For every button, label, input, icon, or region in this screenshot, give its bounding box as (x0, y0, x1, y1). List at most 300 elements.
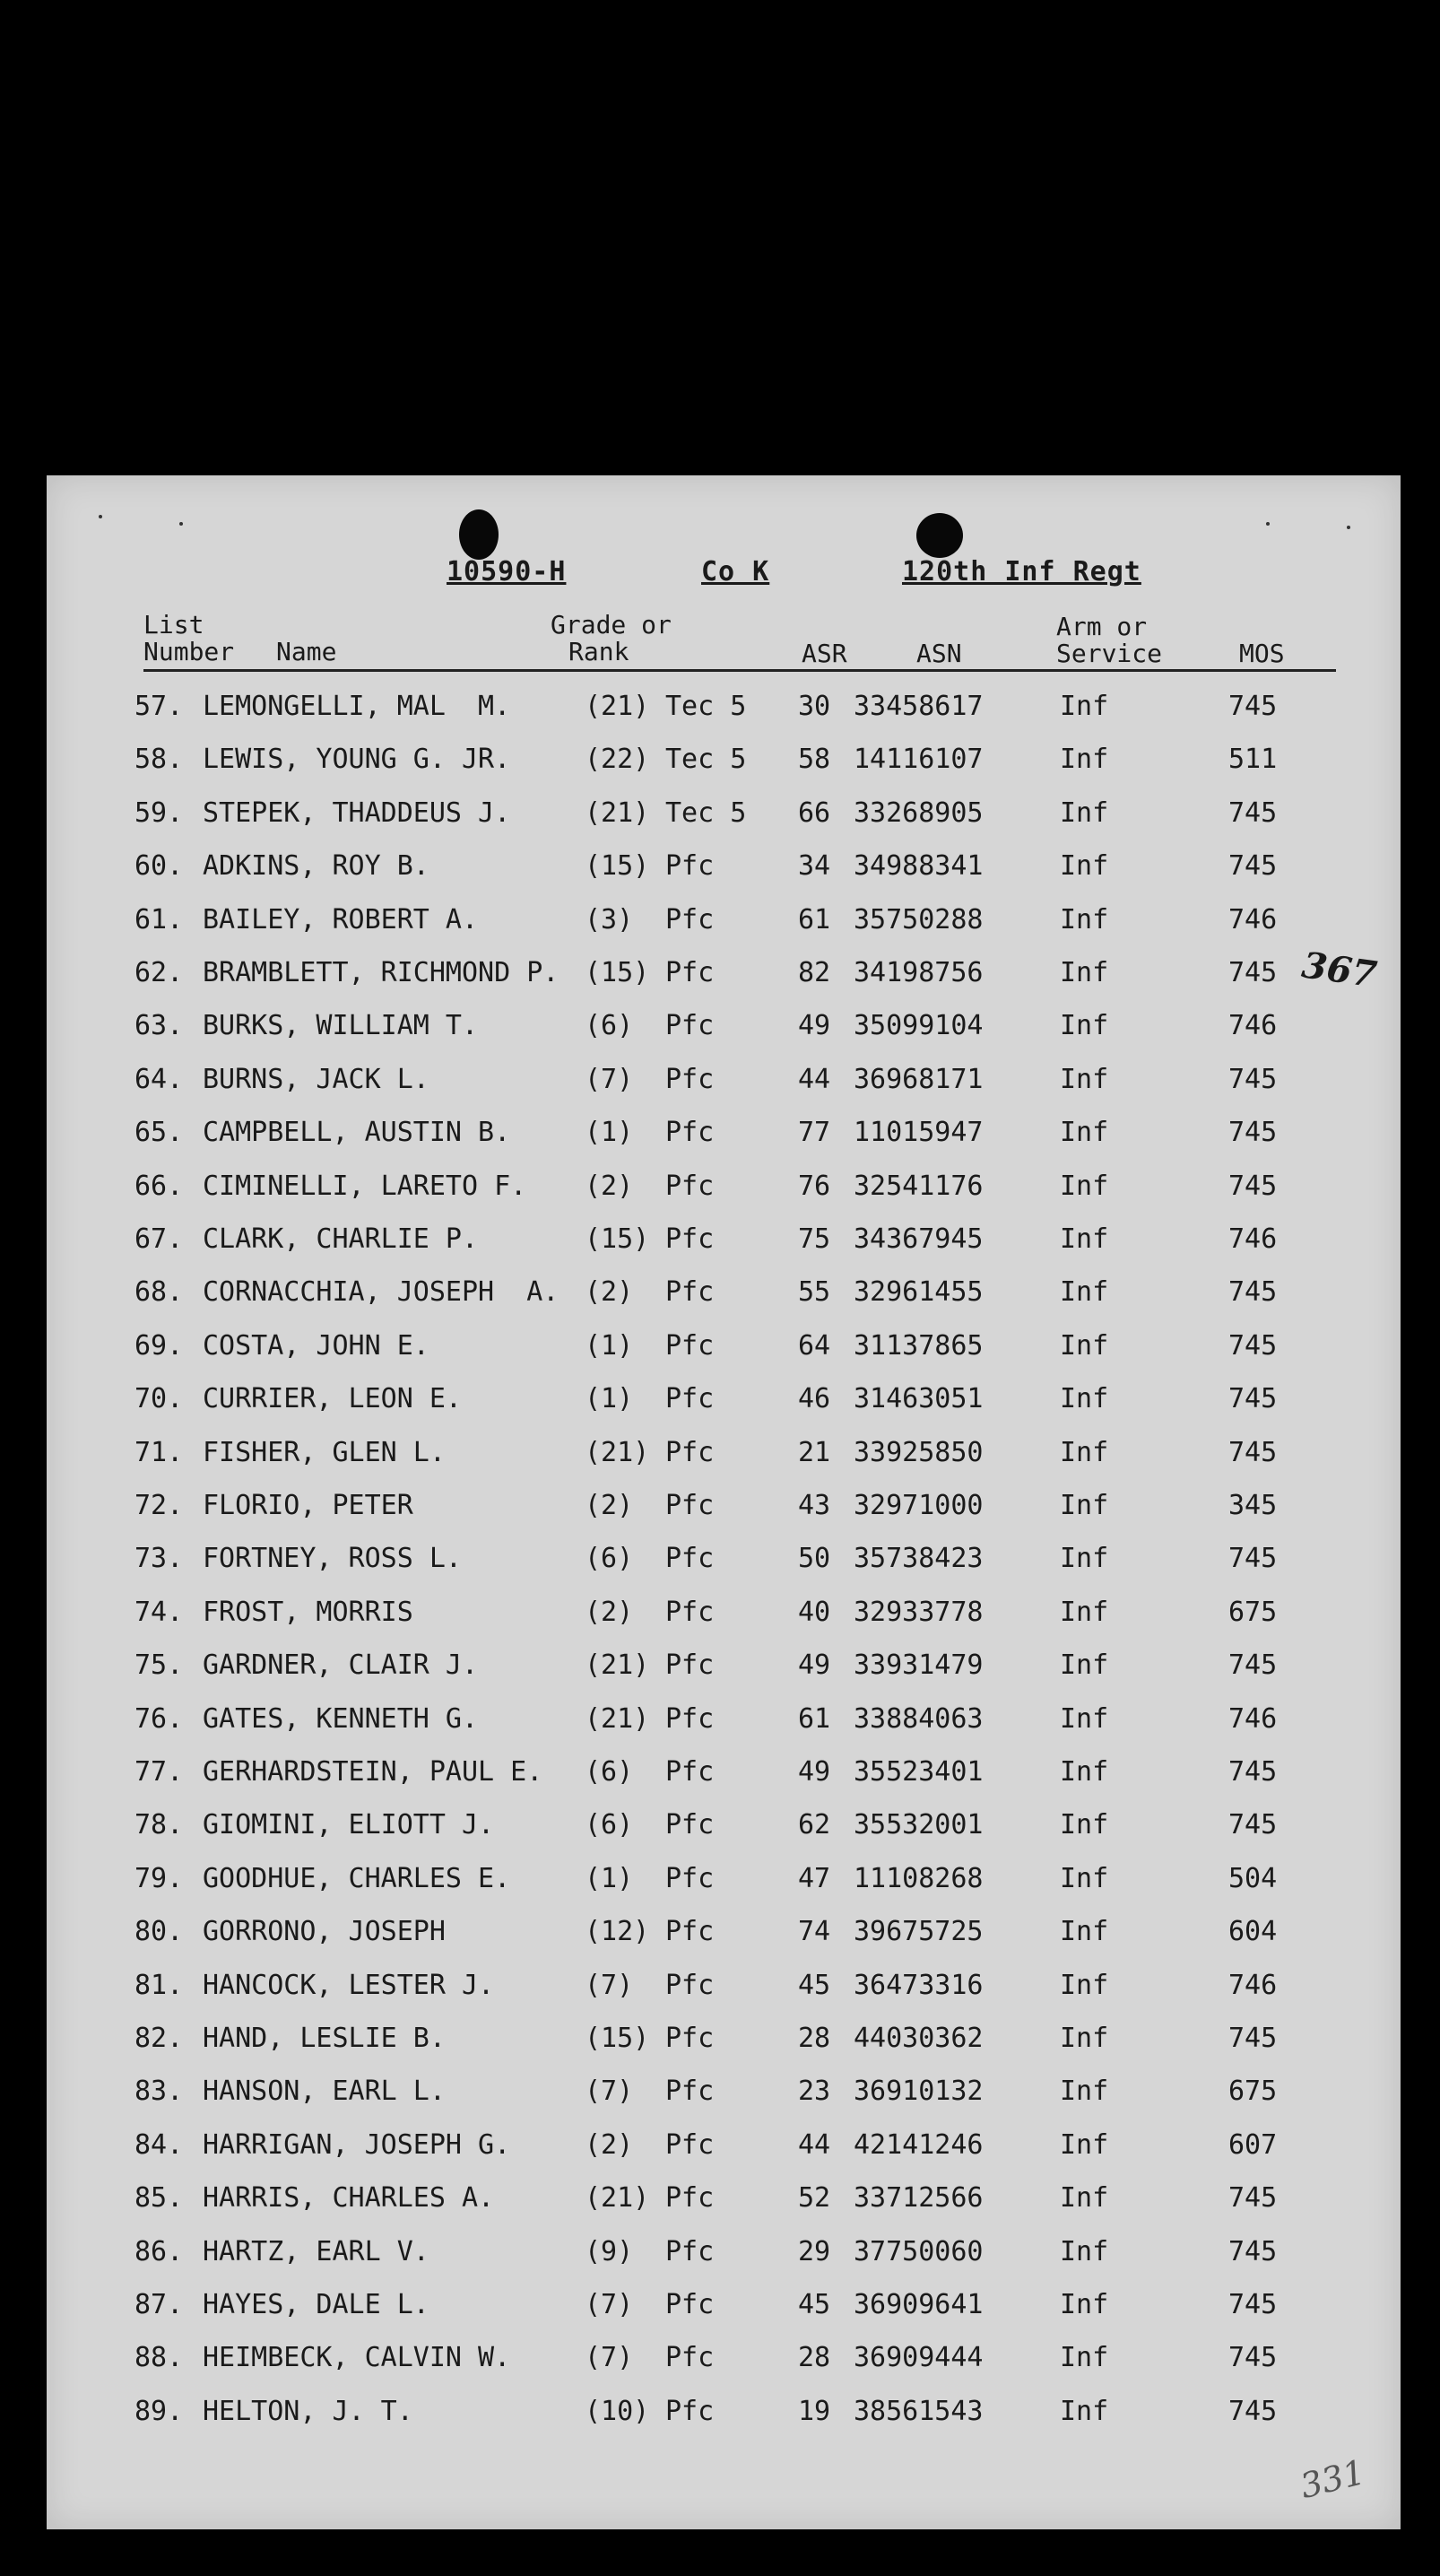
cell-name: FORTNEY, ROSS L. (203, 1543, 462, 1575)
cell-num: 77. (134, 1756, 184, 1788)
cell-rank: Pfc (665, 2235, 715, 2267)
cell-asn: 32971000 (854, 1490, 984, 1521)
cell-mos: 745 (1228, 2182, 1278, 2215)
cell-asr: 34 (798, 850, 831, 883)
cell-name: GIOMINI, ELIOTT J. (203, 1809, 495, 1841)
cell-num: 85. (134, 2182, 184, 2215)
cell-name: GERHARDSTEIN, PAUL E. (203, 1756, 543, 1788)
cell-num: 69. (134, 1329, 184, 1362)
cell-mos: 745 (1228, 1543, 1278, 1575)
cell-grade: (2) (585, 1276, 634, 1309)
cell-arm: Inf (1060, 1862, 1109, 1894)
cell-grade: (7) (585, 1969, 634, 2001)
cell-grade: (12) (585, 1916, 650, 1948)
cell-grade: (2) (585, 1490, 634, 1521)
cell-asn: 42141246 (854, 2128, 984, 2161)
cell-arm: Inf (1060, 2395, 1109, 2427)
cell-mos: 746 (1228, 1702, 1278, 1735)
table-row (47, 2173, 1401, 2224)
cell-arm: Inf (1060, 796, 1109, 829)
cell-name: HELTON, J. T. (203, 2395, 413, 2427)
cell-num: 66. (134, 1170, 184, 1202)
cell-name: CLARK, CHARLIE P. (203, 1223, 479, 1255)
cell-num: 63. (134, 1010, 184, 1042)
cell-rank: Pfc (665, 1969, 715, 2001)
cell-num: 57. (134, 691, 184, 722)
cell-asr: 46 (798, 1383, 831, 1415)
cell-mos: 745 (1228, 1649, 1278, 1682)
cell-grade: (7) (585, 2289, 634, 2320)
cell-grade: (2) (585, 2128, 634, 2161)
punch-hole (916, 513, 963, 558)
cell-rank: Pfc (665, 957, 715, 988)
cell-mos: 745 (1228, 1436, 1278, 1468)
cell-arm: Inf (1060, 1916, 1109, 1948)
cell-asn: 38561543 (854, 2395, 984, 2427)
cell-name: GARDNER, CLAIR J. (203, 1649, 479, 1682)
table-row (47, 1162, 1401, 1212)
cell-arm: Inf (1060, 957, 1109, 988)
table-row (47, 735, 1401, 785)
cell-mos: 746 (1228, 1223, 1278, 1255)
table-row (47, 1321, 1401, 1371)
cell-num: 72. (134, 1490, 184, 1521)
cell-asn: 31137865 (854, 1329, 984, 1362)
cell-mos: 746 (1228, 903, 1278, 936)
cell-rank: Pfc (665, 1223, 715, 1255)
table-row (47, 1055, 1401, 1105)
cell-asn: 32541176 (854, 1170, 984, 1202)
cell-asn: 33931479 (854, 1649, 984, 1682)
cell-arm: Inf (1060, 2182, 1109, 2215)
table-row (47, 1800, 1401, 1850)
cell-num: 58. (134, 744, 184, 776)
cell-asn: 39675725 (854, 1916, 984, 1948)
cell-name: BURNS, JACK L. (203, 1063, 429, 1095)
cell-rank: Pfc (665, 1649, 715, 1682)
cell-num: 80. (134, 1916, 184, 1948)
cell-mos: 745 (1228, 1170, 1278, 1202)
cell-rank: Pfc (665, 1809, 715, 1841)
cell-rank: Pfc (665, 1916, 715, 1948)
cell-asr: 55 (798, 1276, 831, 1309)
cell-grade: (1) (585, 1862, 634, 1894)
cell-num: 68. (134, 1276, 184, 1309)
cell-num: 64. (134, 1063, 184, 1095)
cell-rank: Pfc (665, 1756, 715, 1788)
cell-arm: Inf (1060, 2023, 1109, 2054)
cell-mos: 745 (1228, 2342, 1278, 2374)
cell-asr: 49 (798, 1649, 831, 1682)
cell-grade: (6) (585, 1809, 634, 1841)
cell-asr: 58 (798, 744, 831, 776)
cell-asr: 43 (798, 1490, 831, 1521)
speck (99, 515, 102, 518)
cell-rank: Tec 5 (665, 796, 747, 829)
column-header-arm: Arm or (1056, 612, 1148, 641)
company-label: Co K (701, 556, 770, 587)
table-row (47, 2333, 1401, 2383)
cell-grade: (21) (585, 1702, 650, 1735)
cell-arm: Inf (1060, 1223, 1109, 1255)
cell-mos: 675 (1228, 1596, 1278, 1628)
cell-name: HAYES, DALE L. (203, 2289, 429, 2320)
cell-num: 59. (134, 796, 184, 829)
table-row (47, 1374, 1401, 1424)
table-row (47, 2280, 1401, 2330)
cell-arm: Inf (1060, 1969, 1109, 2001)
cell-arm: Inf (1060, 1756, 1109, 1788)
cell-mos: 745 (1228, 850, 1278, 883)
column-header-asr: ASR (802, 639, 847, 668)
cell-asn: 31463051 (854, 1383, 984, 1415)
speck (1347, 526, 1350, 529)
cell-mos: 745 (1228, 957, 1278, 988)
cell-asr: 19 (798, 2395, 831, 2427)
cell-name: HANCOCK, LESTER J. (203, 1969, 495, 2001)
cell-mos: 604 (1228, 1916, 1278, 1948)
cell-grade: (21) (585, 2182, 650, 2215)
cell-grade: (1) (585, 1383, 634, 1415)
cell-arm: Inf (1060, 1543, 1109, 1575)
cell-arm: Inf (1060, 2076, 1109, 2108)
cell-asr: 47 (798, 1862, 831, 1894)
cell-asr: 44 (798, 1063, 831, 1095)
cell-name: FLORIO, PETER (203, 1490, 413, 1521)
cell-num: 70. (134, 1383, 184, 1415)
cell-asn: 35750288 (854, 903, 984, 936)
table-row (47, 1907, 1401, 1957)
cell-asr: 62 (798, 1809, 831, 1841)
cell-name: HARTZ, EARL V. (203, 2235, 429, 2267)
cell-asr: 23 (798, 2076, 831, 2108)
cell-mos: 745 (1228, 796, 1278, 829)
cell-num: 82. (134, 2023, 184, 2054)
cell-grade: (22) (585, 744, 650, 776)
cell-num: 86. (134, 2235, 184, 2267)
cell-grade: (9) (585, 2235, 634, 2267)
table-row (47, 682, 1401, 732)
cell-name: COSTA, JOHN E. (203, 1329, 429, 1362)
table-row (47, 948, 1401, 998)
table-row (47, 1001, 1401, 1051)
cell-grade: (15) (585, 1223, 650, 1255)
cell-rank: Pfc (665, 1117, 715, 1149)
cell-mos: 745 (1228, 1063, 1278, 1095)
cell-arm: Inf (1060, 1063, 1109, 1095)
cell-num: 83. (134, 2076, 184, 2108)
cell-name: HANSON, EARL L. (203, 2076, 446, 2108)
table-row (47, 1214, 1401, 1265)
cell-asn: 35532001 (854, 1809, 984, 1841)
cell-name: GOODHUE, CHARLES E. (203, 1862, 511, 1894)
table-row (47, 1481, 1401, 1531)
handwritten-page-number: 331 (1296, 2451, 1369, 2507)
cell-grade: (3) (585, 903, 634, 936)
cell-rank: Pfc (665, 1436, 715, 1468)
table-row (47, 788, 1401, 839)
cell-rank: Pfc (665, 850, 715, 883)
cell-rank: Tec 5 (665, 744, 747, 776)
cell-rank: Pfc (665, 1596, 715, 1628)
cell-asr: 45 (798, 1969, 831, 2001)
table-row (47, 1694, 1401, 1745)
cell-num: 61. (134, 903, 184, 936)
table-row (47, 2014, 1401, 2064)
cell-grade: (7) (585, 1063, 634, 1095)
cell-grade: (15) (585, 2023, 650, 2054)
table-row (47, 1747, 1401, 1797)
cell-asr: 21 (798, 1436, 831, 1468)
table-row (47, 1428, 1401, 1478)
cell-arm: Inf (1060, 2235, 1109, 2267)
cell-name: CURRIER, LEON E. (203, 1383, 462, 1415)
cell-num: 88. (134, 2342, 184, 2374)
cell-asr: 75 (798, 1223, 831, 1255)
cell-name: FROST, MORRIS (203, 1596, 413, 1628)
table-row (47, 1267, 1401, 1318)
cell-name: CIMINELLI, LARETO F. (203, 1170, 527, 1202)
cell-asn: 11015947 (854, 1117, 984, 1149)
column-header-grade: Grade or (551, 610, 672, 640)
cell-asr: 61 (798, 1702, 831, 1735)
cell-name: LEWIS, YOUNG G. JR. (203, 744, 511, 776)
cell-name: BRAMBLETT, RICHMOND P. (203, 957, 560, 988)
cell-asr: 82 (798, 957, 831, 988)
column-header-name: Name (276, 637, 337, 666)
table-row (47, 1961, 1401, 2011)
cell-mos: 745 (1228, 2023, 1278, 2054)
cell-rank: Pfc (665, 1383, 715, 1415)
cell-arm: Inf (1060, 1276, 1109, 1309)
table-row (47, 1854, 1401, 1904)
cell-arm: Inf (1060, 744, 1109, 776)
cell-rank: Pfc (665, 1329, 715, 1362)
cell-arm: Inf (1060, 2128, 1109, 2161)
cell-num: 89. (134, 2395, 184, 2427)
cell-arm: Inf (1060, 1596, 1109, 1628)
cell-asn: 33268905 (854, 796, 984, 829)
cell-asr: 50 (798, 1543, 831, 1575)
cell-grade: (21) (585, 1436, 650, 1468)
cell-num: 78. (134, 1809, 184, 1841)
cell-mos: 745 (1228, 1809, 1278, 1841)
cell-asr: 61 (798, 903, 831, 936)
cell-num: 81. (134, 1969, 184, 2001)
cell-arm: Inf (1060, 1010, 1109, 1042)
cell-asn: 37750060 (854, 2235, 984, 2267)
cell-grade: (7) (585, 2076, 634, 2108)
cell-name: BAILEY, ROBERT A. (203, 903, 479, 936)
cell-rank: Pfc (665, 2342, 715, 2374)
cell-num: 71. (134, 1436, 184, 1468)
cell-arm: Inf (1060, 1809, 1109, 1841)
cell-grade: (6) (585, 1543, 634, 1575)
cell-name: LEMONGELLI, MAL M. (203, 691, 511, 722)
cell-asn: 14116107 (854, 744, 984, 776)
cell-asn: 33884063 (854, 1702, 984, 1735)
cell-num: 76. (134, 1702, 184, 1735)
table-row (47, 841, 1401, 892)
speck (179, 522, 183, 526)
cell-asn: 36909444 (854, 2342, 984, 2374)
cell-asr: 40 (798, 1596, 831, 1628)
cell-arm: Inf (1060, 1649, 1109, 1682)
cell-mos: 745 (1228, 1329, 1278, 1362)
cell-mos: 675 (1228, 2076, 1278, 2108)
cell-asn: 36909641 (854, 2289, 984, 2320)
cell-asr: 74 (798, 1916, 831, 1948)
handwritten-margin-number: 367 (1299, 944, 1380, 996)
cell-mos: 745 (1228, 2235, 1278, 2267)
cell-num: 73. (134, 1543, 184, 1575)
speck (1266, 522, 1270, 526)
cell-arm: Inf (1060, 850, 1109, 883)
cell-grade: (15) (585, 957, 650, 988)
punch-hole (459, 509, 499, 560)
cell-rank: Pfc (665, 1010, 715, 1042)
cell-arm: Inf (1060, 1702, 1109, 1735)
cell-mos: 746 (1228, 1969, 1278, 2001)
table-row (47, 895, 1401, 945)
cell-asn: 33712566 (854, 2182, 984, 2215)
cell-num: 75. (134, 1649, 184, 1682)
cell-mos: 746 (1228, 1010, 1278, 1042)
cell-rank: Pfc (665, 2023, 715, 2054)
cell-rank: Pfc (665, 2182, 715, 2215)
cell-asr: 45 (798, 2289, 831, 2320)
cell-arm: Inf (1060, 1436, 1109, 1468)
cell-name: BURKS, WILLIAM T. (203, 1010, 479, 1042)
document-page (47, 475, 1401, 2529)
cell-num: 79. (134, 1862, 184, 1894)
column-header-mos: MOS (1239, 639, 1285, 668)
cell-asn: 35523401 (854, 1756, 984, 1788)
cell-asn: 32961455 (854, 1276, 984, 1309)
cell-name: CAMPBELL, AUSTIN B. (203, 1117, 511, 1149)
cell-asr: 52 (798, 2182, 831, 2215)
cell-asr: 28 (798, 2342, 831, 2374)
cell-rank: Pfc (665, 1063, 715, 1095)
cell-grade: (1) (585, 1117, 634, 1149)
cell-num: 60. (134, 850, 184, 883)
cell-asr: 66 (798, 796, 831, 829)
cell-num: 62. (134, 957, 184, 988)
cell-asr: 28 (798, 2023, 831, 2054)
cell-mos: 745 (1228, 1117, 1278, 1149)
cell-grade: (6) (585, 1010, 634, 1042)
cell-asr: 64 (798, 1329, 831, 1362)
cell-grade: (2) (585, 1596, 634, 1628)
cell-rank: Pfc (665, 2289, 715, 2320)
cell-asn: 33458617 (854, 691, 984, 722)
cell-num: 67. (134, 1223, 184, 1255)
cell-grade: (6) (585, 1756, 634, 1788)
cell-grade: (10) (585, 2395, 650, 2427)
cell-mos: 607 (1228, 2128, 1278, 2161)
cell-mos: 345 (1228, 1490, 1278, 1521)
cell-arm: Inf (1060, 1490, 1109, 1521)
cell-mos: 745 (1228, 1276, 1278, 1309)
cell-name: GORRONO, JOSEPH (203, 1916, 446, 1948)
cell-asn: 35099104 (854, 1010, 984, 1042)
cell-arm: Inf (1060, 2289, 1109, 2320)
cell-grade: (21) (585, 796, 650, 829)
cell-arm: Inf (1060, 1170, 1109, 1202)
cell-mos: 511 (1228, 744, 1278, 776)
column-header-service: Service (1056, 639, 1163, 668)
cell-rank: Tec 5 (665, 691, 747, 722)
cell-rank: Pfc (665, 2076, 715, 2108)
cell-name: ADKINS, ROY B. (203, 850, 429, 883)
cell-asn: 44030362 (854, 2023, 984, 2054)
cell-asr: 29 (798, 2235, 831, 2267)
cell-mos: 745 (1228, 1383, 1278, 1415)
cell-rank: Pfc (665, 1702, 715, 1735)
cell-arm: Inf (1060, 1329, 1109, 1362)
cell-grade: (15) (585, 850, 650, 883)
cell-rank: Pfc (665, 1543, 715, 1575)
cell-asn: 11108268 (854, 1862, 984, 1894)
cell-num: 84. (134, 2128, 184, 2161)
cell-name: HAND, LESLIE B. (203, 2023, 446, 2054)
header-rule (143, 669, 1336, 672)
cell-arm: Inf (1060, 691, 1109, 722)
cell-num: 74. (134, 1596, 184, 1628)
cell-asn: 32933778 (854, 1596, 984, 1628)
cell-rank: Pfc (665, 1490, 715, 1521)
cell-grade: (21) (585, 691, 650, 722)
cell-rank: Pfc (665, 1276, 715, 1309)
cell-asr: 76 (798, 1170, 831, 1202)
cell-asr: 49 (798, 1756, 831, 1788)
cell-name: HARRIGAN, JOSEPH G. (203, 2128, 511, 2161)
cell-mos: 745 (1228, 691, 1278, 722)
cell-asn: 36968171 (854, 1063, 984, 1095)
cell-mos: 745 (1228, 2289, 1278, 2320)
cell-mos: 504 (1228, 1862, 1278, 1894)
cell-asn: 36910132 (854, 2076, 984, 2108)
cell-name: STEPEK, THADDEUS J. (203, 796, 511, 829)
cell-asr: 44 (798, 2128, 831, 2161)
cell-grade: (21) (585, 1649, 650, 1682)
cell-arm: Inf (1060, 2342, 1109, 2374)
cell-grade: (7) (585, 2342, 634, 2374)
cell-asn: 36473316 (854, 1969, 984, 2001)
cell-grade: (2) (585, 1170, 634, 1202)
table-row (47, 1640, 1401, 1691)
cell-asn: 34367945 (854, 1223, 984, 1255)
column-header-number: Number (143, 637, 235, 666)
cell-name: FISHER, GLEN L. (203, 1436, 446, 1468)
cell-arm: Inf (1060, 1383, 1109, 1415)
cell-grade: (1) (585, 1329, 634, 1362)
cell-rank: Pfc (665, 2128, 715, 2161)
cell-rank: Pfc (665, 1170, 715, 1202)
column-header-rank: Rank (568, 637, 629, 666)
table-row (47, 1108, 1401, 1158)
table-row (47, 1588, 1401, 1638)
cell-name: HARRIS, CHARLES A. (203, 2182, 495, 2215)
table-row (47, 2067, 1401, 2117)
cell-num: 87. (134, 2289, 184, 2320)
regiment-label: 120th Inf Regt (902, 556, 1141, 587)
cell-asn: 35738423 (854, 1543, 984, 1575)
table-row (47, 1534, 1401, 1584)
cell-arm: Inf (1060, 1117, 1109, 1149)
document-id: 10590-H (447, 556, 567, 587)
table-row (47, 2120, 1401, 2171)
